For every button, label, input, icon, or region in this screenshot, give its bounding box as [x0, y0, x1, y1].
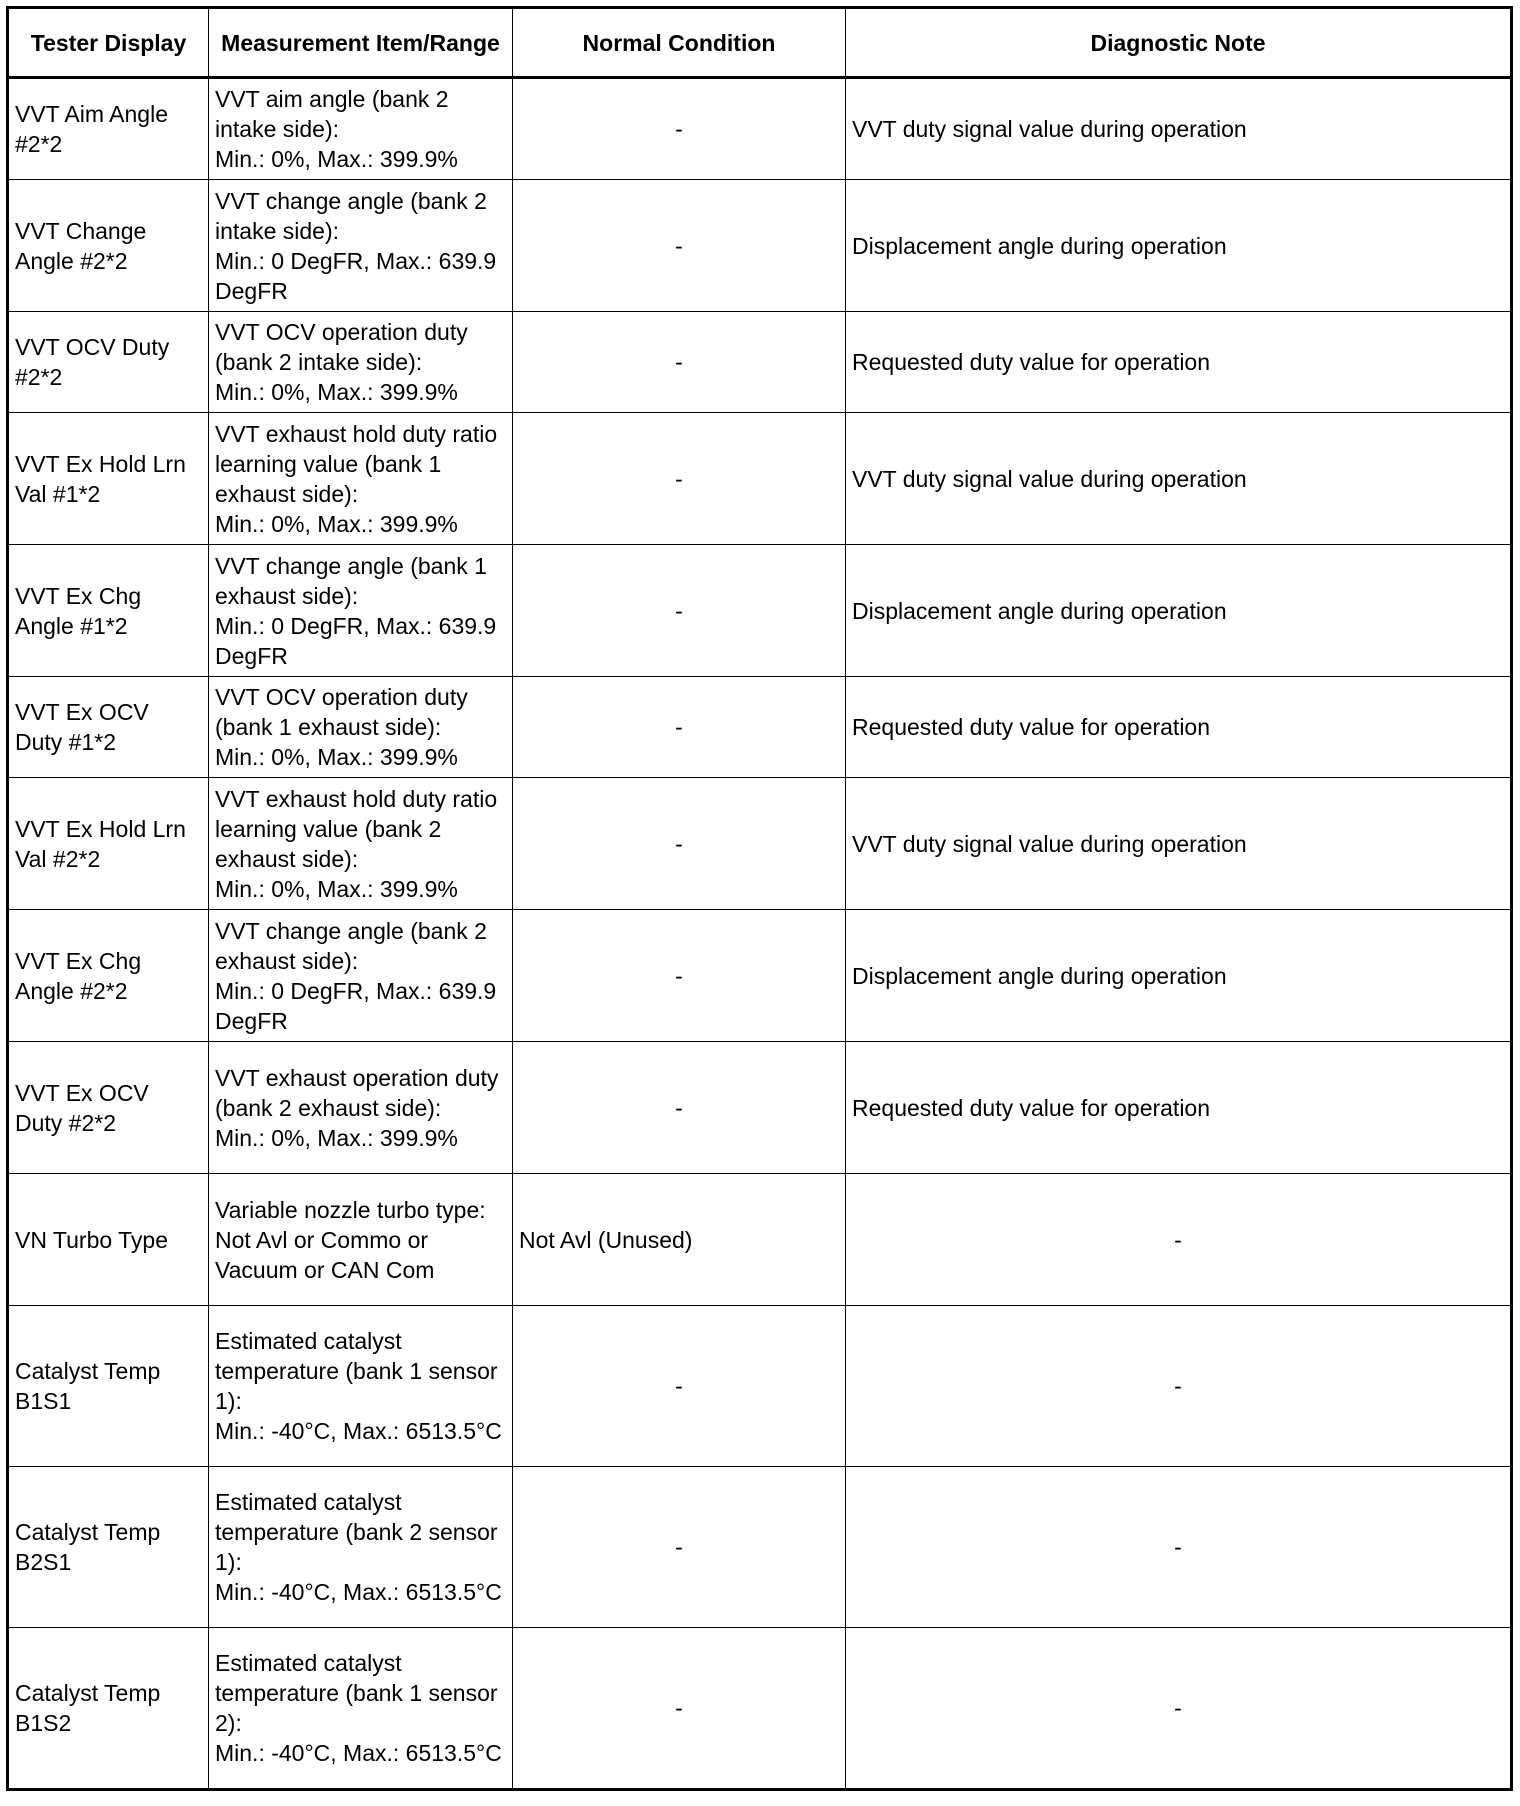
tester-display-cell: VVT Ex Hold Lrn Val #2*2 — [8, 778, 209, 910]
normal-condition-cell: - — [513, 1628, 846, 1790]
normal-condition-cell: - — [513, 78, 846, 180]
diagnostic-note-cell: Requested duty value for operation — [846, 677, 1512, 778]
data-list-table — [6, 6, 1513, 1791]
table-row — [8, 1628, 1512, 1790]
normal-condition-cell: - — [513, 545, 846, 677]
tester-display-cell: Catalyst Temp B2S1 — [8, 1467, 209, 1628]
tester-display-cell: VVT Ex OCV Duty #1*2 — [8, 677, 209, 778]
tester-display-cell: VVT OCV Duty #2*2 — [8, 312, 209, 413]
diagnostic-note-cell: Displacement angle during operation — [846, 910, 1512, 1042]
diagnostic-note-cell: Requested duty value for operation — [846, 1042, 1512, 1174]
measurement-cell: Variable nozzle turbo type: Not Avl or Commo or Vacuum or CAN Com — [209, 1174, 513, 1306]
table-row — [8, 180, 1512, 312]
diagnostic-note-cell: VVT duty signal value during operation — [846, 778, 1512, 910]
table-row — [8, 312, 1512, 413]
measurement-cell: Estimated catalyst temperature (bank 2 sensor 1): Min.: -40°C, Max.: 6513.5°C — [209, 1467, 513, 1628]
table-header — [8, 8, 1512, 78]
header-measurement-item-range: Measurement Item/Range — [209, 8, 513, 78]
measurement-cell: Estimated catalyst temperature (bank 1 sensor 1): Min.: -40°C, Max.: 6513.5°C — [209, 1306, 513, 1467]
header-normal-condition: Normal Condition — [513, 8, 846, 78]
header-diagnostic-note: Diagnostic Note — [846, 8, 1512, 78]
measurement-cell: VVT exhaust hold duty ratio learning value (bank 1 exhaust side): Min.: 0%, Max.: 399.9% — [209, 413, 513, 545]
diagnostic-note-cell: - — [846, 1628, 1512, 1790]
header-row — [8, 8, 1512, 78]
measurement-cell: VVT exhaust hold duty ratio learning value (bank 2 exhaust side): Min.: 0%, Max.: 399.9% — [209, 778, 513, 910]
table-row — [8, 1306, 1512, 1467]
diagnostic-note-cell: Requested duty value for operation — [846, 312, 1512, 413]
table-row — [8, 677, 1512, 778]
table-row — [8, 910, 1512, 1042]
diagnostic-note-cell: - — [846, 1306, 1512, 1467]
measurement-cell: Estimated catalyst temperature (bank 1 sensor 2): Min.: -40°C, Max.: 6513.5°C — [209, 1628, 513, 1790]
measurement-cell: VVT change angle (bank 1 exhaust side): Min.: 0 DegFR, Max.: 639.9 DegFR — [209, 545, 513, 677]
tester-display-cell: VVT Ex Chg Angle #1*2 — [8, 545, 209, 677]
measurement-cell: VVT OCV operation duty (bank 2 intake side): Min.: 0%, Max.: 399.9% — [209, 312, 513, 413]
measurement-cell: VVT change angle (bank 2 exhaust side): Min.: 0 DegFR, Max.: 639.9 DegFR — [209, 910, 513, 1042]
tester-display-cell: VVT Ex Hold Lrn Val #1*2 — [8, 413, 209, 545]
table-body — [8, 78, 1512, 1790]
diagnostic-note-cell: Displacement angle during operation — [846, 545, 1512, 677]
table-row — [8, 1174, 1512, 1306]
diagnostic-note-cell: - — [846, 1467, 1512, 1628]
table-row — [8, 545, 1512, 677]
normal-condition-cell: - — [513, 1467, 846, 1628]
tester-display-cell: Catalyst Temp B1S2 — [8, 1628, 209, 1790]
table-row — [8, 78, 1512, 180]
table-row — [8, 1467, 1512, 1628]
normal-condition-cell: - — [513, 778, 846, 910]
diagnostic-note-cell: Displacement angle during operation — [846, 180, 1512, 312]
table-row — [8, 778, 1512, 910]
diagnostic-note-cell: VVT duty signal value during operation — [846, 78, 1512, 180]
diagnostic-note-cell: VVT duty signal value during operation — [846, 413, 1512, 545]
measurement-cell: VVT aim angle (bank 2 intake side): Min.: 0%, Max.: 399.9% — [209, 78, 513, 180]
measurement-cell: VVT change angle (bank 2 intake side): Min.: 0 DegFR, Max.: 639.9 DegFR — [209, 180, 513, 312]
tester-display-cell: VVT Change Angle #2*2 — [8, 180, 209, 312]
normal-condition-cell: - — [513, 1042, 846, 1174]
header-tester-display: Tester Display — [8, 8, 209, 78]
tester-display-cell: VVT Aim Angle #2*2 — [8, 78, 209, 180]
normal-condition-cell: - — [513, 677, 846, 778]
normal-condition-cell: - — [513, 312, 846, 413]
normal-condition-cell: Not Avl (Unused) — [513, 1174, 846, 1306]
normal-condition-cell: - — [513, 413, 846, 545]
tester-display-cell: VVT Ex OCV Duty #2*2 — [8, 1042, 209, 1174]
data-list-sheet — [6, 6, 1510, 1791]
table-row — [8, 1042, 1512, 1174]
table-row — [8, 413, 1512, 545]
diagnostic-note-cell: - — [846, 1174, 1512, 1306]
measurement-cell: VVT exhaust operation duty (bank 2 exhaust side): Min.: 0%, Max.: 399.9% — [209, 1042, 513, 1174]
normal-condition-cell: - — [513, 180, 846, 312]
normal-condition-cell: - — [513, 1306, 846, 1467]
tester-display-cell: VVT Ex Chg Angle #2*2 — [8, 910, 209, 1042]
normal-condition-cell: - — [513, 910, 846, 1042]
tester-display-cell: VN Turbo Type — [8, 1174, 209, 1306]
measurement-cell: VVT OCV operation duty (bank 1 exhaust side): Min.: 0%, Max.: 399.9% — [209, 677, 513, 778]
tester-display-cell: Catalyst Temp B1S1 — [8, 1306, 209, 1467]
